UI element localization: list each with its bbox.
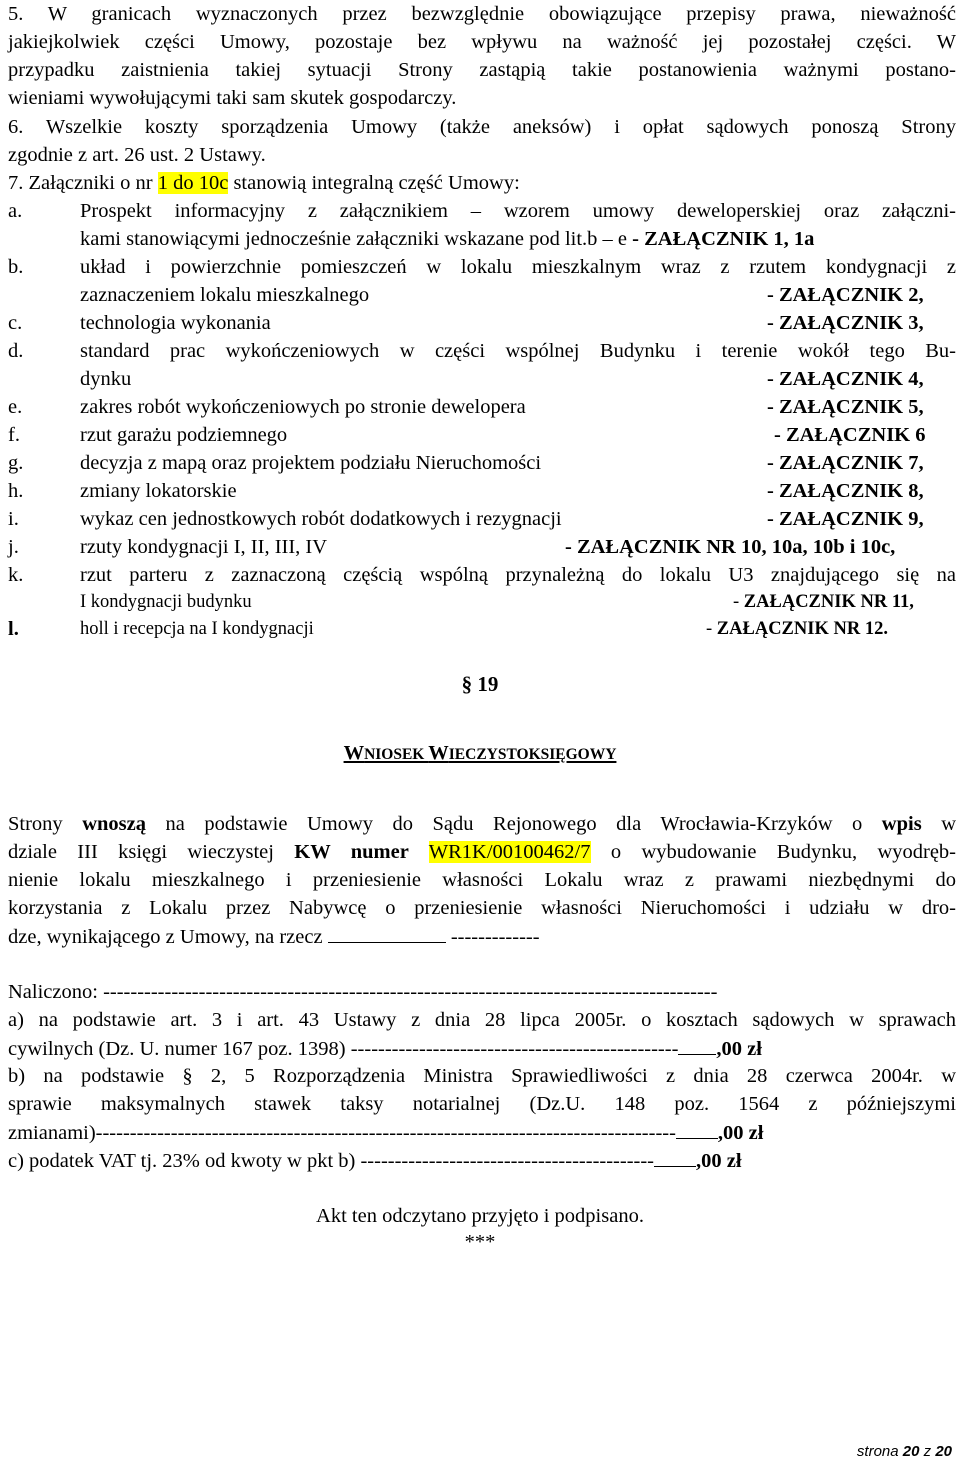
recipient-blank-field[interactable] [328, 922, 446, 943]
item-h-letter: h. [8, 480, 24, 502]
item-k-letter: k. [8, 564, 24, 586]
para5-line2: jakiejkolwiek części Umowy, pozostaje bez wpływu na ważność jej pozostałej części. W [8, 31, 956, 53]
item-b-letter: b. [8, 256, 24, 278]
page-footer: strona 20 z 20 [856, 1443, 952, 1460]
item-i-text: wykaz cen jednostkowych robót dodatkowych i rezygnacji [80, 508, 562, 530]
attachments-range-highlight: 1 do 10c [157, 172, 229, 194]
closing-stars: *** [464, 1231, 496, 1253]
item-k-line2: I kondygnacji budynku [80, 592, 252, 612]
item-e-ref: - ZAŁĄCZNIK 5, [767, 396, 924, 418]
item-l-ref: - ZAŁĄCZNIK NR 12. [706, 619, 888, 639]
para6-line1: 6. Wszelkie koszty sporządzenia Umowy (także aneksów) i opłat sądowych ponoszą Strony [8, 116, 956, 138]
item-l-letter: l. [8, 618, 19, 640]
fees-b-line1: b) na podstawie § 2, 5 Rozporządzenia Ministra Sprawiedliwości z dnia 28 czerwca 2004r. w [8, 1065, 956, 1087]
item-i-ref: - ZAŁĄCZNIK 9, [767, 508, 924, 530]
wniosek-line4: korzystania z Lokalu przez Nabywcę o przeniesienie własności Nieruchomości i udziału w dro- [8, 897, 956, 919]
item-l-text: holl i recepcja na I kondygnacji [80, 619, 314, 639]
item-f-text: rzut garażu podziemnego [80, 424, 288, 446]
para6-line2: zgodnie z art. 26 ust. 2 Ustawy. [8, 144, 266, 166]
item-k-ref: - ZAŁĄCZNIK NR 11, [733, 592, 914, 612]
para7-line: 7. Załączniki o nr 1 do 10c stanowią integralną część Umowy: [8, 172, 520, 194]
item-c-text: technologia wykonania [80, 312, 271, 334]
section-number: § 19 [461, 672, 499, 696]
item-d-letter: d. [8, 340, 24, 362]
item-d-line2: dynku [80, 368, 132, 390]
item-g-ref: - ZAŁĄCZNIK 7, [767, 452, 924, 474]
item-d-line1: standard prac wykończeniowych w części wspólnej Budynku i terenie wokół tego Bu- [80, 340, 956, 362]
item-j-ref: - ZAŁĄCZNIK NR 10, 10a, 10b i 10c, [565, 536, 896, 558]
section-title: WNIOSEK WIECZYSTOKSIĘGOWY [343, 742, 617, 764]
item-a-line2: kami stanowiącymi jednocześnie załączniki wskazane pod lit.b – e - ZAŁĄCZNIK 1, 1a [80, 228, 815, 250]
wniosek-line1: Strony wnoszą na podstawie Umowy do Sądu Rejonowego dla Wrocławia-Krzyków o wpis w [8, 813, 956, 835]
item-d-ref: - ZAŁĄCZNIK 4, [767, 368, 924, 390]
wniosek-line3: nienie lokalu mieszkalnego i przeniesienie własności Lokalu wraz z prawami niezbędnymi do [8, 869, 956, 891]
item-b-ref: - ZAŁĄCZNIK 2, [767, 284, 924, 306]
item-a-line1: Prospekt informacyjny z załącznikiem – wzorem umowy deweloperskiej oraz załączni- [80, 200, 956, 222]
item-h-ref: - ZAŁĄCZNIK 8, [767, 480, 924, 502]
item-h-text: zmiany lokatorskie [80, 480, 237, 502]
item-i-letter: i. [8, 508, 19, 530]
item-g-letter: g. [8, 452, 24, 474]
kw-number-highlight: WR1K/00100462/7 [428, 841, 591, 863]
fees-b-line3: zmianami)------------------------------------------------------------------------------------- ,00 zł [8, 1118, 956, 1147]
para5-line1: 5. W granicach wyznaczonych przez bezwzględnie obowiązujące przepisy prawa, nieważność [8, 3, 956, 25]
fees-b-line2: sprawie maksymalnych stawek taksy notarialnej (Dz.U. 148 poz. 1564 z późniejszymi [8, 1093, 956, 1115]
item-e-text: zakres robót wykończeniowych po stronie dewelopera [80, 396, 526, 418]
item-a-letter: a. [8, 200, 23, 222]
para5-line4: wieniami wywołującymi taki sam skutek gospodarczy. [8, 87, 457, 109]
item-b-line1: układ i powierzchnie pomieszczeń w lokalu mieszkalnym wraz z rzutem kondygnacji z [80, 256, 956, 278]
wniosek-line2: dziale III księgi wieczystej KW numer WR1K/00100462/7 o wybudowanie Budynku, wyodręb- [8, 841, 956, 863]
fees-a-line2: cywilnych (Dz. U. numer 167 poz. 1398) ------------------------------------------------ ,00 zł [8, 1034, 956, 1063]
item-c-ref: - ZAŁĄCZNIK 3, [767, 312, 924, 334]
item-k-line1: rzut parteru z zaznaczoną częścią wspólną przynależną do lokalu U3 znajdującego się na [80, 564, 956, 586]
fees-naliczono: Naliczono: ------------------------------------------------------------------------------------------ [8, 981, 718, 1003]
fee-c-amount-blank[interactable] [654, 1146, 696, 1167]
item-c-letter: c. [8, 312, 23, 334]
item-j-letter: j. [8, 536, 19, 558]
fee-b-amount-blank[interactable] [676, 1118, 718, 1139]
item-j-text: rzuty kondygnacji I, II, III, IV [80, 536, 328, 558]
closing-line: Akt ten odczytano przyjęto i podpisano. [316, 1205, 644, 1227]
item-g-text: decyzja z mapą oraz projektem podziału Nieruchomości [80, 452, 542, 474]
item-b-line2: zaznaczeniem lokalu mieszkalnego [80, 284, 370, 306]
item-f-ref: - ZAŁĄCZNIK 6 [774, 424, 926, 446]
item-f-letter: f. [8, 424, 20, 446]
para5-line3: przypadku zaistnienia takiej sytuacji Strony zastąpią takie postanowienia ważnymi postano- [8, 59, 956, 81]
fees-a-line1: a) na podstawie art. 3 i art. 43 Ustawy z dnia 28 lipca 2005r. o kosztach sądowych w sprawach [8, 1009, 956, 1031]
item-e-letter: e. [8, 396, 23, 418]
fee-a-amount-blank[interactable] [678, 1034, 716, 1055]
wniosek-line5: dze, wynikającego z Umowy, na rzecz ------------- [8, 922, 956, 951]
fees-c-line1: c) podatek VAT tj. 23% od kwoty w pkt b) ------------------------------------------- ,00 zł [8, 1146, 956, 1175]
